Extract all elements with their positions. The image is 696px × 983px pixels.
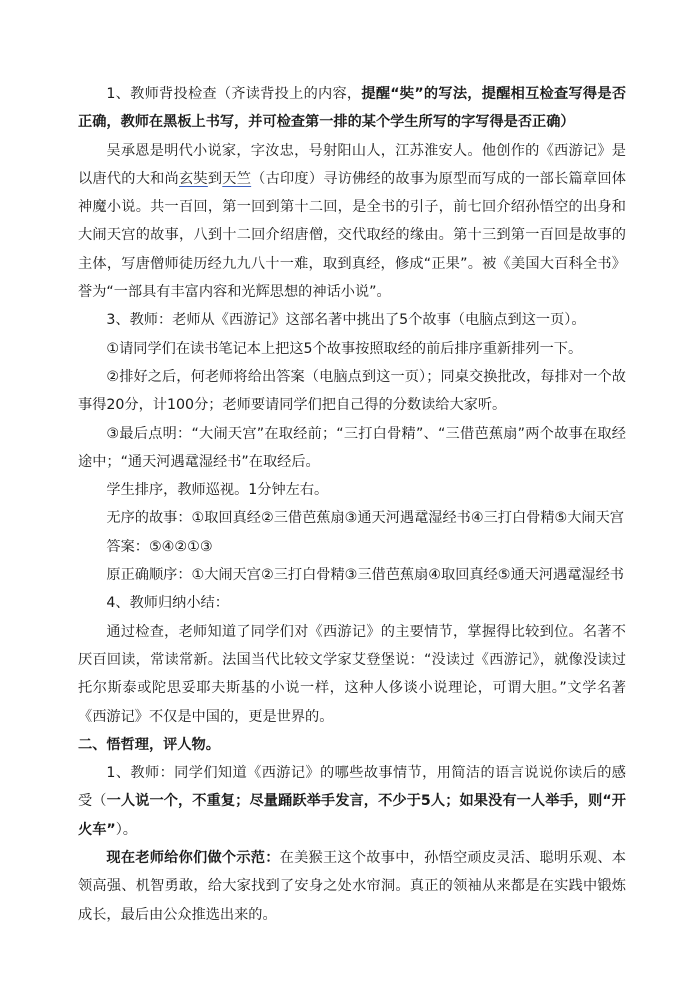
paragraph-author-intro	[78, 137, 626, 307]
demo-text: 在美猴王这个故事中，孙悟空顽皮灵活、聪明乐观、本领高强、机智勇敢，给大家找到了安身之处水帘洞。真正的领袖从来都是在实践中锻炼成长，最后由公众推选出来的。	[78, 850, 626, 923]
demo-bold: 现在老师给你们做个示范：	[106, 850, 280, 867]
paragraph-summary: 通过检查，老师知道了同学们对《西游记》的主要情节，掌握得比较到位。名著不厌百回读，常读常新。法国当代比较文学家艾登堡说：“没读过《西游记》，就像没读过托尔斯泰或陀思妥耶夫斯基的小说一样，这种人侈谈小说理论，可谓大胆。”文学名著《西游记》不仅是中国的，更是世界的。	[78, 623, 626, 725]
teacher-check-bold: 提醒“奘”的写法，提醒相互检查写得是否正确，教师在黑板上书写，并可检查第一排的某个学生所写的字写得是否正确）	[78, 86, 627, 131]
paragraph-summary-heading: 4、教师归纳小结：	[106, 595, 229, 612]
author-intro-text-1: 吴承恩是明代小说家，字汝忠，号射阳山人，江苏淮安人。他创作的《西游记》是以唐代的大和尚	[78, 142, 626, 187]
teacher-check-text: 1、教师背投检查（齐读背投上的内容，	[106, 86, 362, 102]
discuss-text: 1、教师：同学们知道《西游记》的哪些故事情节，用简洁的语言说说你读后的感受（	[78, 765, 626, 810]
author-intro-text-3: （古印度）寻访佛经的故事为原型而写成的一部长篇章回体神魔小说。共一百回，第一回到第十二回，是全书的引子，前七回介绍孙悟空的出身和大闹天宫的故事，八到十二回介绍唐僧，交代取经的缘由。第十三到第一百回是故事的主体，写唐僧师徒历经九九八十一难，取到真经，修成“正果”。被《美国大百科全书》誉为“一部具有丰富内容和光辉思想的神话小说”。	[78, 170, 626, 301]
paragraph-discuss	[78, 759, 626, 844]
paragraph-teacher-check	[78, 80, 626, 137]
paragraph-step-1: ①请同学们在读书笔记本上把这5个故事按照取经的前后排序重新排列一下。	[106, 340, 583, 357]
discuss-bold: 一人说一个，不重复；尽量踊跃举手发言，不少于5人；如果没有一人举手，则“开火车”	[78, 793, 626, 838]
author-intro-text-2: 到	[207, 170, 223, 187]
paragraph-demo	[78, 844, 626, 929]
link-xuanzang: 玄奘	[178, 170, 208, 187]
paragraph-answer: 答案：⑤④②①③	[106, 538, 213, 555]
paragraph-students-sort: 学生排序，教师巡视。1分钟左右。	[106, 482, 329, 499]
discuss-suffix: ）。	[115, 821, 137, 838]
paragraph-unordered-stories: 无序的故事：①取回真经②三借芭蕉扇③通天河遇鼋湿经书④三打白骨精⑤大闹天宫	[106, 510, 624, 527]
paragraph-correct-order: 原正确顺序：①大闹天宫②三打白骨精③三借芭蕉扇④取回真经⑤通天河遇鼋湿经书	[106, 567, 624, 584]
section-heading-2: 二、悟哲理，评人物。	[78, 736, 220, 753]
document-page	[78, 80, 626, 929]
paragraph-five-stories: 3、教师：老师从《西游记》这部名著中挑出了5个故事（电脑点到这一页）。	[106, 312, 586, 329]
paragraph-step-3: ③最后点明：“大闹天宫”在取经前；“三打白骨精”、“三借芭蕉扇”两个故事在取经途中；“通天河遇鼋湿经书”在取经后。	[78, 425, 626, 470]
paragraph-step-2: ②排好之后，何老师将给出答案（电脑点到这一页）；同桌交换批改，每排对一个故事得20分，计100分；老师要请同学们把自己得的分数读给大家听。	[78, 368, 626, 414]
link-tianzhu: 天竺	[222, 170, 252, 187]
